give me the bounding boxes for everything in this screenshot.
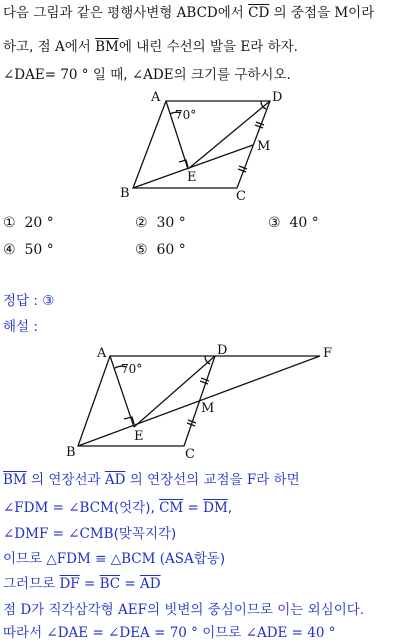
problem-line-3 bbox=[3, 66, 291, 84]
math-expr: ∠DAE = ∠DEA = 70 ° bbox=[46, 625, 198, 641]
math-m: M bbox=[334, 5, 349, 21]
math-expr: △FDM ≡ △BCM (ASA bbox=[46, 551, 194, 567]
choice-number: ① bbox=[3, 215, 16, 231]
figure-2-extended bbox=[0, 342, 400, 460]
vertex-label-a: A bbox=[151, 90, 161, 105]
answer-line bbox=[3, 292, 54, 310]
text: 의 연장선의 교점을 bbox=[125, 472, 247, 488]
segment-bc: $\overline{BC}$ bbox=[99, 576, 121, 592]
segment-cm: $\overline{CM}$ bbox=[159, 500, 184, 516]
vertex-label-b: B bbox=[120, 186, 130, 201]
segment-cd: $\overline{CD}$ bbox=[248, 5, 270, 21]
angle-arc-d bbox=[205, 356, 210, 364]
answer-value: ③ bbox=[42, 293, 55, 309]
math-eq: = bbox=[79, 576, 100, 592]
choice-number: ④ bbox=[3, 242, 16, 258]
choice-value: 50 ° bbox=[24, 242, 54, 258]
vertex-label-f: F bbox=[323, 346, 333, 361]
text: 이므로 bbox=[3, 551, 47, 567]
tick-mark bbox=[256, 122, 264, 125]
math-e: E bbox=[240, 39, 251, 55]
vertex-label-d: D bbox=[272, 90, 283, 105]
vertex-label-c: C bbox=[185, 447, 195, 460]
choice-4[interactable] bbox=[3, 242, 54, 258]
solution-line-5 bbox=[3, 575, 161, 593]
math-result: ∠ADE = 40 ° bbox=[245, 625, 336, 641]
choice-number: ⑤ bbox=[135, 242, 148, 258]
text: 해설 : bbox=[3, 319, 38, 335]
choice-3[interactable] bbox=[268, 215, 319, 231]
segment-dm: $\overline{DM}$ bbox=[203, 500, 228, 516]
text: 그러므로 bbox=[3, 576, 60, 592]
text: 일 때, bbox=[92, 67, 132, 83]
text: (엇각), bbox=[113, 500, 160, 516]
solution-line-4 bbox=[3, 550, 225, 568]
segment-bm: $\overline{BM}$ bbox=[95, 39, 119, 55]
text: 의 크기를 구하시오. bbox=[173, 67, 291, 83]
figure-1-parallelogram bbox=[0, 88, 400, 206]
tick-mark bbox=[238, 169, 246, 172]
math-expr: ∠FDM = ∠BCM bbox=[3, 500, 114, 516]
text: 의 중점을 bbox=[269, 5, 335, 21]
text: 에 내린 수선의 발을 bbox=[118, 39, 241, 55]
text: 하고, 점 bbox=[3, 39, 55, 55]
math-abcd: ABCD bbox=[176, 5, 218, 21]
text: 다음 그림과 같은 평행사변형 bbox=[3, 5, 177, 21]
angle-dae: ∠DAE= 70 ° bbox=[3, 67, 93, 83]
segment-ad: $\overline{AD}$ bbox=[104, 472, 126, 488]
answer-label: 정답 : bbox=[3, 293, 43, 309]
math-f: F bbox=[246, 472, 257, 488]
text: 에서 bbox=[64, 39, 96, 55]
text: 따라서 bbox=[3, 625, 47, 641]
vertex-label-m: M bbox=[257, 139, 271, 154]
vertex-label-c: C bbox=[236, 189, 246, 204]
angle-ade: ∠ADE bbox=[131, 67, 174, 83]
vertex-label-d: D bbox=[217, 343, 228, 358]
text: 이므로 bbox=[197, 625, 246, 641]
problem-line-2 bbox=[3, 38, 298, 56]
text: 라 하자. bbox=[250, 39, 298, 55]
text: 합동) bbox=[193, 551, 226, 567]
segment-ad: $\overline{AD}$ bbox=[140, 576, 161, 592]
problem-line-1 bbox=[3, 4, 374, 22]
choice-value: 30 ° bbox=[156, 215, 186, 231]
text: , bbox=[227, 500, 233, 516]
vertex-label-a: A bbox=[97, 346, 107, 361]
text: 가 직각삼각형 bbox=[31, 602, 119, 618]
text: 에서 bbox=[217, 5, 249, 21]
vertex-label-e: E bbox=[134, 429, 144, 444]
tick-mark bbox=[255, 125, 263, 128]
choice-5[interactable] bbox=[135, 242, 186, 258]
angle-label-70: 70° bbox=[175, 108, 197, 122]
vertex-label-b: B bbox=[66, 445, 76, 460]
text: 점 bbox=[3, 602, 21, 618]
text: 이라 bbox=[348, 5, 375, 21]
math-a: A bbox=[55, 39, 65, 55]
angle-label-70: 70° bbox=[121, 362, 143, 376]
parallelogram-abcd bbox=[78, 356, 215, 446]
choice-value: 60 ° bbox=[156, 242, 186, 258]
solution-line-2 bbox=[3, 499, 232, 517]
segment-bm: $\overline{BM}$ bbox=[3, 472, 27, 488]
choice-1[interactable] bbox=[3, 215, 54, 231]
text: 의 빗변의 중심이므로 이는 외심이다. bbox=[147, 602, 365, 618]
choice-value: 20 ° bbox=[24, 215, 54, 231]
choice-number: ③ bbox=[268, 215, 281, 231]
vertex-label-m: M bbox=[201, 401, 215, 416]
solution-line-3 bbox=[3, 525, 176, 543]
segment-df: $\overline{DF}$ bbox=[59, 576, 80, 592]
choice-number: ② bbox=[135, 215, 148, 231]
solution-line-1 bbox=[3, 471, 300, 489]
solution-line-7 bbox=[3, 624, 336, 642]
solution-label bbox=[3, 318, 38, 336]
math-eq: = bbox=[183, 500, 204, 516]
math-eq: = bbox=[120, 576, 140, 592]
text: 라 하면 bbox=[256, 472, 300, 488]
math-d: D bbox=[20, 602, 32, 618]
math-expr: ∠DMF = ∠CMB bbox=[3, 526, 114, 542]
text: (맞꼭지각) bbox=[113, 526, 177, 542]
math-aef: AEF bbox=[118, 602, 147, 618]
vertex-label-e: E bbox=[187, 170, 197, 185]
text: 의 연장선과 bbox=[26, 472, 105, 488]
choice-2[interactable] bbox=[135, 215, 186, 231]
solution-line-6 bbox=[3, 601, 364, 619]
parallelogram-abcd bbox=[133, 101, 270, 188]
choice-value: 40 ° bbox=[289, 215, 319, 231]
